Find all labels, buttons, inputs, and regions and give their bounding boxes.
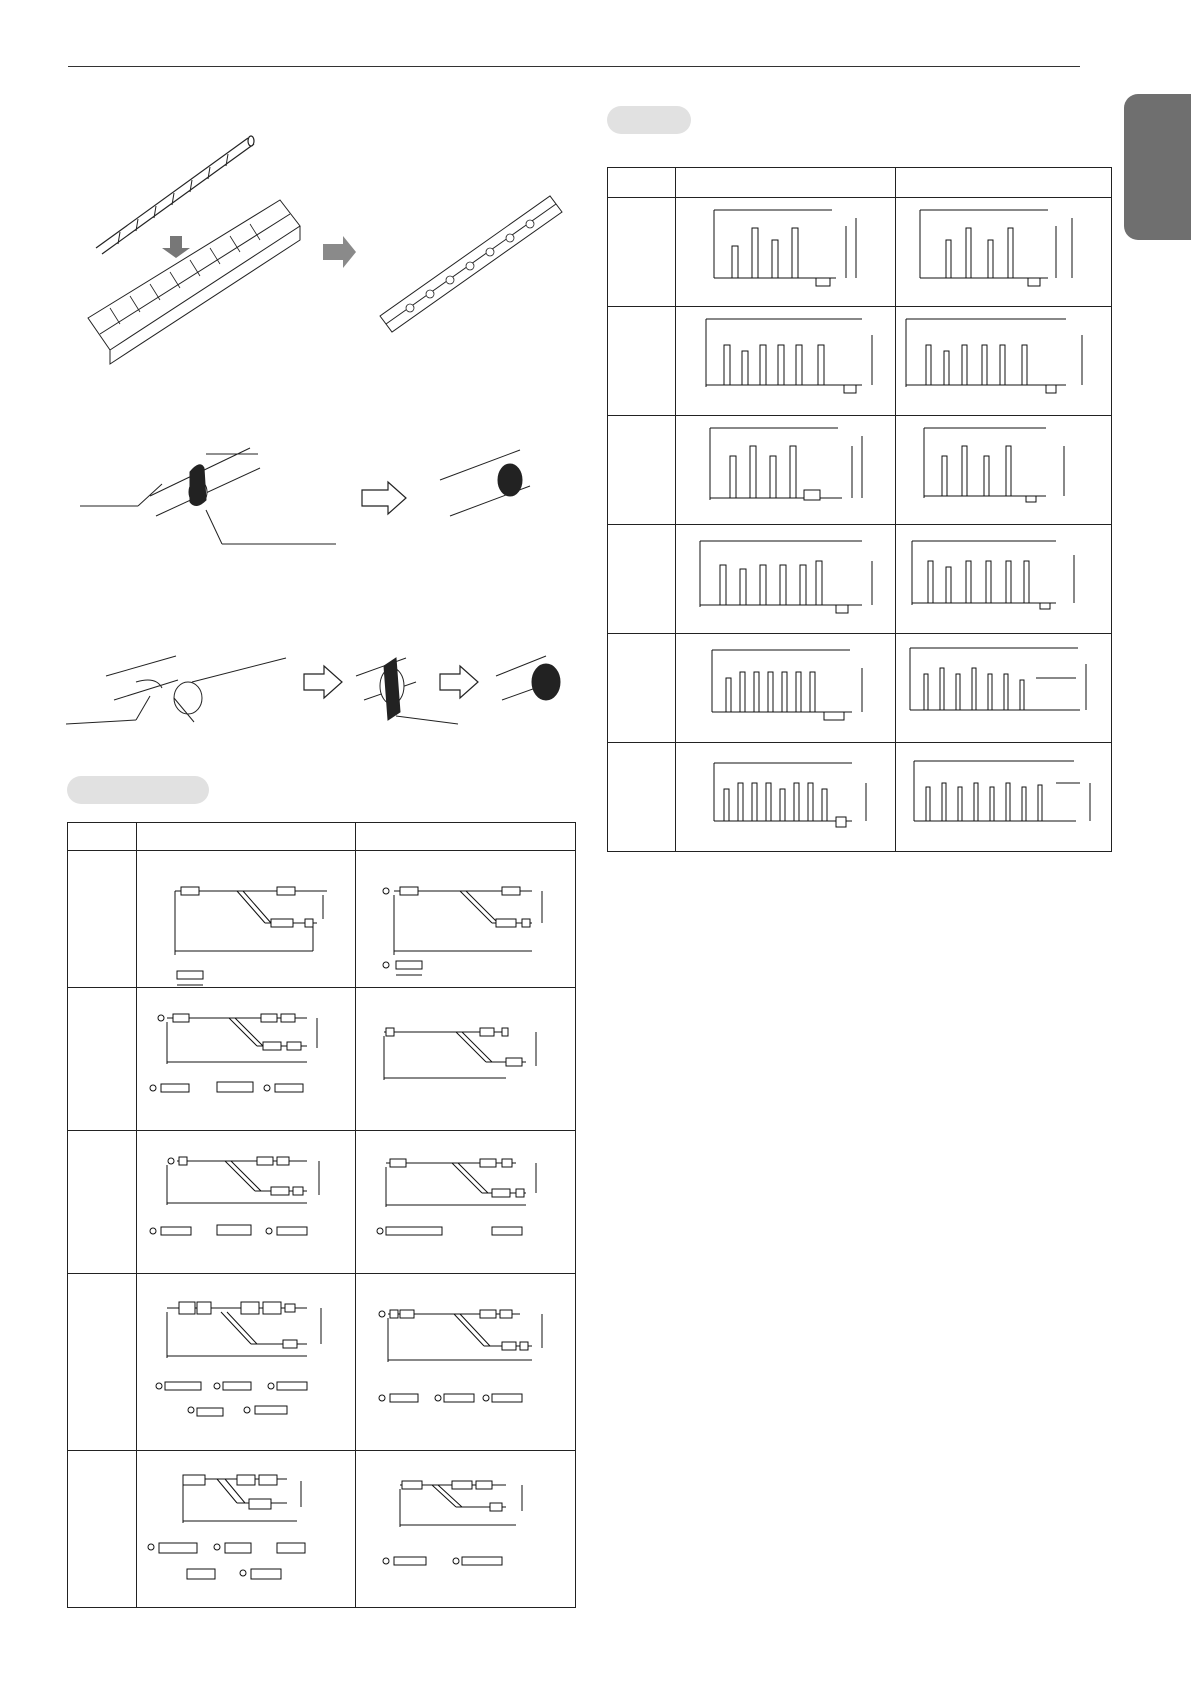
table-row bbox=[68, 1274, 576, 1451]
table-row bbox=[608, 198, 1112, 307]
branch-pipe-drawing-icon bbox=[356, 988, 576, 1130]
table-row bbox=[68, 988, 576, 1131]
header-drawing-cell bbox=[896, 416, 1112, 525]
header-drawing-cell bbox=[676, 198, 896, 307]
header-drawing-icon bbox=[676, 416, 896, 524]
header-drawing-cell bbox=[676, 416, 896, 525]
header-drawing-cell bbox=[896, 743, 1112, 852]
end-cap-icon bbox=[66, 656, 286, 724]
tape-cap-icon bbox=[356, 658, 458, 724]
down-arrow-icon bbox=[162, 236, 190, 258]
header-table bbox=[607, 167, 1112, 852]
column-header bbox=[676, 168, 896, 198]
column-header bbox=[356, 823, 576, 851]
table-header-row bbox=[608, 168, 1112, 198]
column-header bbox=[137, 823, 356, 851]
table-row bbox=[608, 525, 1112, 634]
header-drawing-cell bbox=[896, 525, 1112, 634]
branch-pipe-drawing-icon bbox=[356, 1451, 576, 1607]
language-side-tab[interactable] bbox=[1124, 94, 1191, 240]
branch-drawing-cell bbox=[137, 988, 356, 1131]
header-drawing-icon bbox=[896, 307, 1112, 415]
header-drawing-icon bbox=[896, 525, 1112, 633]
header-drawing-icon bbox=[896, 198, 1112, 306]
branch-drawing-cell bbox=[137, 1451, 356, 1608]
branch-pipe-drawing-icon bbox=[137, 988, 356, 1130]
model-cell bbox=[68, 1451, 137, 1608]
header-rule bbox=[68, 66, 1080, 67]
table-row bbox=[608, 416, 1112, 525]
branch-pipe-drawing-icon bbox=[356, 1131, 576, 1273]
branch-drawing-cell bbox=[356, 1131, 576, 1274]
capped-pipe-icon bbox=[496, 656, 560, 700]
branch-pipe-drawing-icon bbox=[356, 1274, 576, 1450]
branch-pipe-drawing-icon bbox=[356, 851, 576, 987]
header-drawing-icon bbox=[676, 307, 896, 415]
header-drawing-icon bbox=[896, 634, 1112, 742]
header-drawing-icon bbox=[896, 416, 1112, 524]
column-header bbox=[896, 168, 1112, 198]
model-cell bbox=[608, 198, 676, 307]
branch-pipe-drawing-icon bbox=[137, 1274, 356, 1450]
wrapped-pipe-icon bbox=[440, 450, 530, 516]
header-drawing-cell bbox=[676, 307, 896, 416]
table-row bbox=[68, 1131, 576, 1274]
table-row bbox=[608, 743, 1112, 852]
header-drawing-cell bbox=[896, 634, 1112, 743]
model-cell bbox=[68, 851, 137, 988]
model-cell bbox=[608, 416, 676, 525]
table-row bbox=[608, 634, 1112, 743]
header-drawing-icon bbox=[676, 198, 896, 306]
model-cell bbox=[608, 525, 676, 634]
model-cell bbox=[68, 1274, 137, 1451]
header-drawing-icon bbox=[896, 743, 1112, 851]
arrow-right-icon bbox=[362, 482, 406, 514]
branch-drawing-cell bbox=[356, 1451, 576, 1608]
header-drawing-icon bbox=[676, 634, 896, 742]
model-cell bbox=[608, 743, 676, 852]
column-header bbox=[68, 823, 137, 851]
header-drawing-cell bbox=[896, 198, 1112, 307]
insulated-header-icon bbox=[380, 196, 562, 332]
branch-drawing-cell bbox=[137, 851, 356, 988]
arrow-right-icon bbox=[440, 666, 478, 698]
table-row bbox=[68, 1451, 576, 1608]
model-cell bbox=[68, 988, 137, 1131]
branch-pipe-drawing-icon bbox=[137, 1451, 356, 1607]
table-row bbox=[68, 851, 576, 988]
table-row bbox=[608, 307, 1112, 416]
branch-pipe-table bbox=[67, 822, 576, 1608]
table-header-row bbox=[68, 823, 576, 851]
branch-drawing-cell bbox=[356, 1274, 576, 1451]
tape-wrap-figure bbox=[80, 440, 560, 570]
header-drawing-icon bbox=[676, 525, 896, 633]
branch-pipe-drawing-icon bbox=[137, 851, 356, 987]
branch-drawing-cell bbox=[137, 1131, 356, 1274]
header-insulation-figure bbox=[80, 128, 580, 368]
insulation-mold-icon bbox=[88, 200, 300, 364]
arrow-right-icon bbox=[304, 666, 342, 698]
branch-pipe-drawing-icon bbox=[137, 1131, 356, 1273]
model-cell bbox=[68, 1131, 137, 1274]
branch-drawing-cell bbox=[137, 1274, 356, 1451]
arrow-right-icon bbox=[323, 236, 356, 268]
header-drawing-cell bbox=[676, 743, 896, 852]
branch-drawing-cell bbox=[356, 988, 576, 1131]
header-section-pill bbox=[607, 106, 691, 134]
branch-section-pill bbox=[67, 776, 209, 804]
column-header bbox=[608, 168, 676, 198]
header-drawing-cell bbox=[676, 525, 896, 634]
header-drawing-cell bbox=[676, 634, 896, 743]
header-drawing-icon bbox=[676, 743, 896, 851]
end-cap-figure bbox=[66, 652, 576, 736]
branch-drawing-cell bbox=[356, 851, 576, 988]
model-cell bbox=[608, 307, 676, 416]
header-drawing-cell bbox=[896, 307, 1112, 416]
tape-wrap-icon bbox=[80, 448, 336, 544]
model-cell bbox=[608, 634, 676, 743]
